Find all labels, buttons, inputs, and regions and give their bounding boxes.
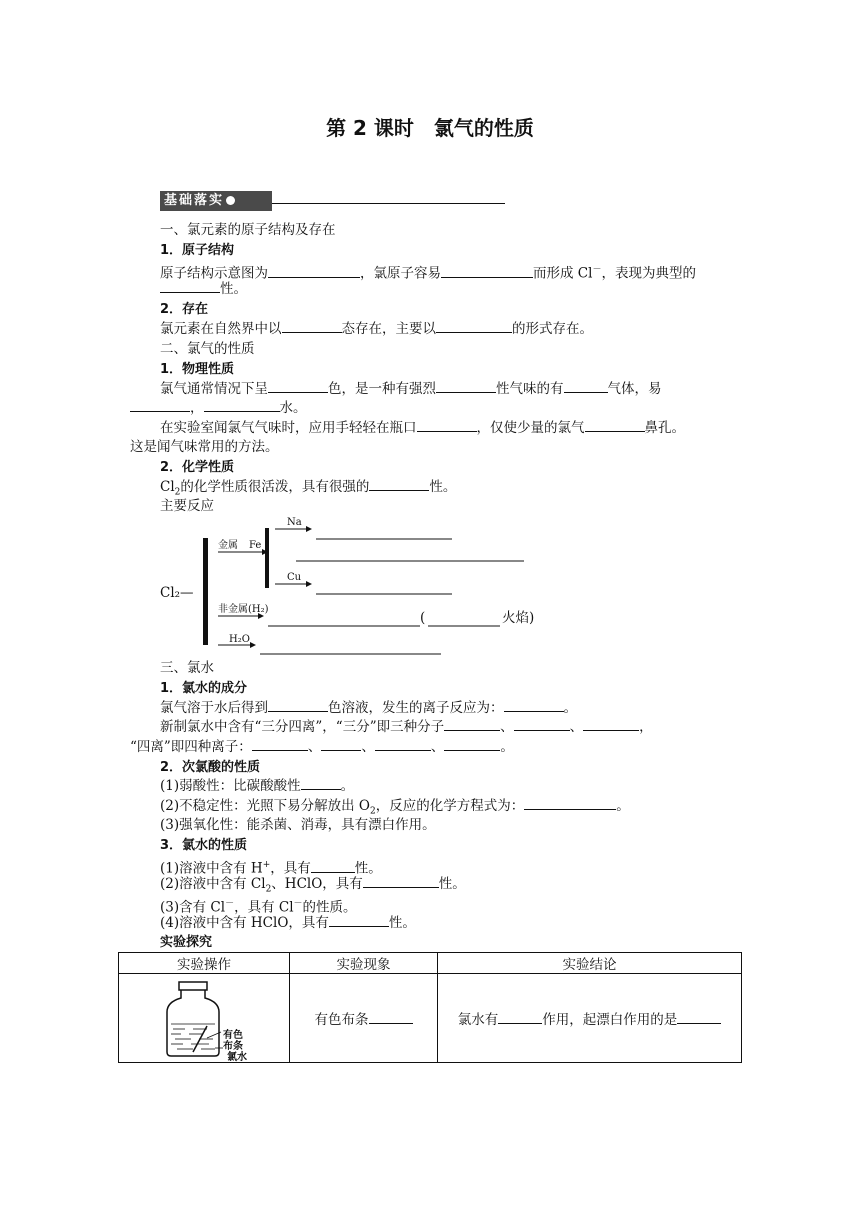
hclo-1: (1)弱酸性：比碳酸酸性 。 bbox=[160, 778, 355, 794]
part1-heading: 一、氯元素的原子结构及存在 bbox=[160, 222, 336, 238]
nonmetal-label: 非金属(H₂) bbox=[218, 604, 269, 615]
h2o-label: H₂O bbox=[229, 634, 250, 645]
blank bbox=[583, 718, 639, 731]
blank bbox=[252, 738, 308, 751]
part2-p3: $Cl_2$的化学性质很活泼，具有很强的 性。 bbox=[160, 479, 457, 498]
experiment-jar-cell bbox=[119, 974, 290, 1063]
na-label: Na bbox=[287, 517, 302, 528]
part1-sub2-line: 氯元素在自然界中以 态存在，主要以 的形式存在。 bbox=[160, 321, 593, 337]
table-header-operation: 实验操作 bbox=[119, 953, 290, 974]
explore-heading: 实验探究 bbox=[160, 935, 213, 950]
jar-label-1: 有色 bbox=[223, 1030, 243, 1041]
water-4: (4)溶液中含有 HClO，具有 性。 bbox=[160, 915, 416, 931]
blank bbox=[329, 914, 389, 927]
cl2-label: Cl₂— bbox=[160, 585, 194, 601]
blank bbox=[504, 699, 564, 712]
water-1: (1)溶液中含有 H+，具有 性。 bbox=[160, 860, 382, 877]
part3-sub3: 3．氯水的性质 bbox=[160, 838, 248, 853]
blank bbox=[321, 738, 361, 751]
hclo-3: (3)强氧化性：能杀菌、消毒，具有漂白作用。 bbox=[160, 817, 436, 833]
blank bbox=[524, 797, 616, 810]
part1-sub1-line: 原子结构示意图为 ，氯原子容易 而形成 Cl－，表现为典型的 bbox=[160, 265, 696, 282]
part2-p4: 主要反应 bbox=[160, 498, 214, 514]
water-2: (2)溶液中含有 $Cl_2$、HClO，具有 性。 bbox=[160, 876, 466, 895]
page-title: 第 2 课时 氯气的性质 bbox=[326, 116, 534, 140]
metal-label: 金属 bbox=[218, 540, 238, 551]
part3-p1: 氯气溶于水后得到 色溶液，发生的离子反应为： 。 bbox=[160, 700, 577, 716]
part1-sub2: 2．存在 bbox=[160, 302, 209, 317]
part1-sub1-line2: 性。 bbox=[160, 280, 247, 299]
part2-p1: 氯气通常情况下呈 色，是一种有强烈 性气味的有 气体，易 bbox=[160, 381, 662, 397]
fe-label: Fe bbox=[249, 540, 262, 551]
hclo-2: (2)不稳定性：光照下易分解放出 $O_2$，反应的化学方程式为： 。 bbox=[160, 798, 630, 817]
cu-label: Cu bbox=[287, 572, 302, 583]
blank bbox=[514, 718, 570, 731]
part2-heading: 二、氯气的性质 bbox=[160, 341, 255, 357]
blank bbox=[375, 738, 431, 751]
part1-sub1: 1．原子结构 bbox=[160, 243, 235, 258]
part2-p1-line2: ， 水。 bbox=[130, 399, 307, 418]
conclusion-cell: 氯水有 作用，起漂白作用的是 bbox=[438, 974, 742, 1063]
blank bbox=[369, 1011, 413, 1024]
blank bbox=[498, 1011, 542, 1024]
table-header-conclusion: 实验结论 bbox=[438, 953, 742, 974]
table-header-phenomenon: 实验现象 bbox=[290, 953, 438, 974]
section-badge: 基础落实 bbox=[160, 191, 272, 211]
flame-open: ( bbox=[420, 610, 426, 626]
blank bbox=[311, 860, 355, 873]
blank bbox=[444, 718, 500, 731]
jar-label-2: 布条 bbox=[223, 1041, 243, 1052]
part3-p2: 新制氯水中含有“三分四离”，“三分”即三种分子 、 、 ， bbox=[160, 719, 653, 735]
part2-p2-line2: 这是闻气味常用的方法。 bbox=[130, 439, 279, 455]
part3-sub1: 1．氯水的成分 bbox=[160, 681, 248, 696]
part3-heading: 三、氯水 bbox=[160, 660, 214, 676]
part2-sub1: 1．物理性质 bbox=[160, 362, 235, 377]
part2-sub2: 2．化学性质 bbox=[160, 460, 235, 475]
part2-p2: 在实验室闻氯气气味时，应用手轻轻在瓶口 ，仅使少量的氯气 鼻孔。 bbox=[160, 420, 685, 436]
part3-p3: “四离”即四种离子： 、 、 、 。 bbox=[130, 739, 514, 755]
experiment-table bbox=[118, 952, 742, 1063]
blank bbox=[301, 777, 341, 790]
blank bbox=[363, 875, 439, 888]
blank bbox=[268, 699, 328, 712]
flame-close: 火焰) bbox=[502, 610, 535, 626]
part3-sub2: 2．次氯酸的性质 bbox=[160, 760, 261, 775]
phenomenon-cell: 有色布条 bbox=[290, 974, 438, 1063]
water-3: (3)含有 Cl－，具有 Cl－的性质。 bbox=[160, 899, 357, 916]
blank bbox=[444, 738, 500, 751]
blank bbox=[677, 1011, 721, 1024]
jar-label-3: 氯水 bbox=[227, 1052, 247, 1063]
